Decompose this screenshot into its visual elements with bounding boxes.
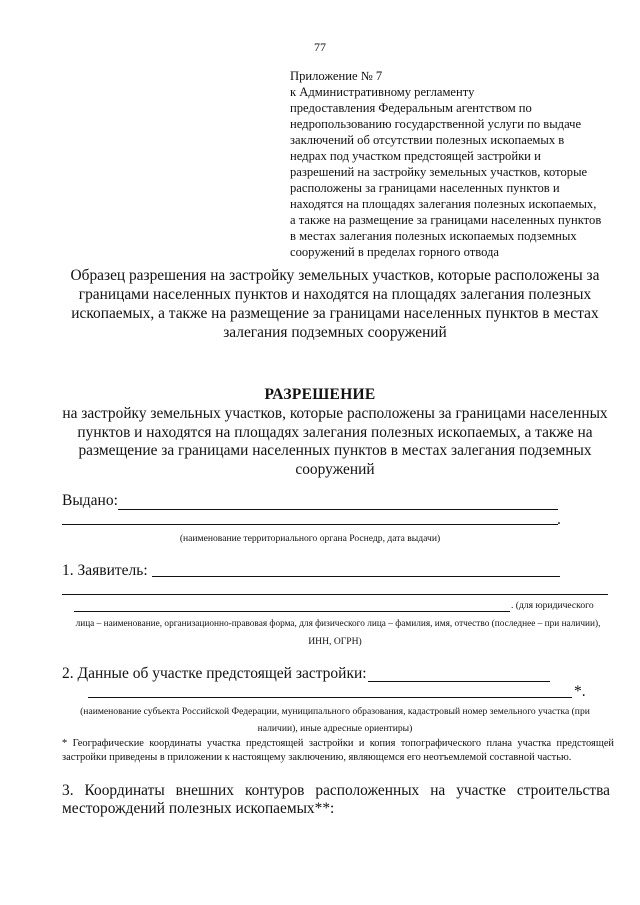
applicant-label: 1. Заявитель:: [62, 562, 148, 579]
page-number: 77: [314, 40, 326, 54]
issued-note: (наименование территориального органа Роснедр, дата выдачи): [179, 533, 441, 544]
annex-line: в местах залегания полезных ископаемых подземных: [290, 229, 577, 243]
applicant-field-line-1[interactable]: [152, 576, 560, 577]
annex-line: Приложение № 7: [290, 69, 383, 83]
annex-line: разрешений на застройку земельных участков, которые: [290, 165, 588, 179]
permit-subtitle-line: сооружений: [295, 460, 375, 478]
site-label: 2. Данные об участке предстоящей застройки:: [62, 665, 367, 682]
permit-subtitle-line: пунктов и находятся на площадях залегания полезных ископаемых, а также на: [77, 423, 593, 441]
site-end-mark: *.: [574, 683, 586, 700]
site-field-line-1[interactable]: [368, 681, 550, 682]
annex-line: предоставления Федеральным агентством по: [290, 101, 532, 115]
applicant-tail: . (для юридического: [511, 600, 594, 611]
sample-heading-line: Образец разрешения на застройку земельных участков, которые расположены за: [70, 267, 600, 284]
annex-line: находятся на площадях залегания полезных ископаемых,: [290, 197, 597, 211]
annex-block: [290, 68, 620, 260]
issued-field-line-2[interactable]: [62, 524, 558, 525]
annex-line: недропользованию государственной услуги по выдаче: [290, 117, 582, 131]
applicant-note-1: лица – наименование, организационно-правовая форма, для физического лица – фамилия, имя, отчество (последнее – при наличии),: [75, 619, 601, 629]
annex-line: к Административному регламенту: [290, 85, 475, 99]
sample-heading: [60, 266, 610, 342]
site-note-2: наличии), иные адресные ориентиры): [257, 723, 413, 734]
permit-subtitle-line: размещение за границами населенных пунктов в местах залегания подземных: [78, 442, 592, 460]
permit-subtitle-line: на застройку земельных участков, которые расположены за границами населенных: [62, 405, 608, 422]
sample-heading-line: ископаемых, а также на размещение за границами населенных пунктов в местах: [71, 305, 599, 322]
issued-label: Выдано:: [62, 492, 118, 509]
issued-field-line-1[interactable]: [118, 509, 558, 510]
annex-line: а также на размещение за границами населенных пунктов: [290, 213, 602, 227]
site-note-1: (наименование субъекта Российской Федерации, муниципального образования, кадастровый номер земельного участка (при: [80, 706, 590, 717]
site-footnote: * Географические координаты участка предстоящей застройки и копия топографического плана участка предстоящей застройки приведены в приложении к настоящему заключению, являющемся его неотъемлемой составной частью.: [62, 738, 614, 763]
permit-title: РАЗРЕШЕНИЕ: [264, 386, 376, 403]
site-field-line-2[interactable]: [88, 697, 572, 698]
annex-line: заключений об отсутствии полезных ископаемых в: [290, 133, 565, 147]
annex-line: сооружений в пределах горного отвода: [290, 245, 500, 259]
coords-heading-line-2: месторождений полезных ископаемых**:: [62, 800, 335, 817]
annex-line: расположены за границами населенных пунктов и: [290, 181, 560, 195]
coords-heading-line-1: 3. Координаты внешних контуров расположенных на участке строительства: [62, 782, 610, 799]
sample-heading-line: залегания подземных сооружений: [223, 324, 447, 341]
sample-heading-line: границами населенных пунктов и находятся на площадях залегания полезных: [78, 286, 592, 303]
applicant-field-line-3[interactable]: [74, 611, 510, 612]
permit-subtitle: [60, 405, 610, 479]
applicant-field-line-2[interactable]: [62, 594, 608, 595]
issued-end-mark: .: [557, 511, 561, 528]
annex-line: недрах под участком предстоящей застройки и: [290, 149, 541, 163]
applicant-note-2: ИНН, ОГРН): [308, 636, 362, 647]
